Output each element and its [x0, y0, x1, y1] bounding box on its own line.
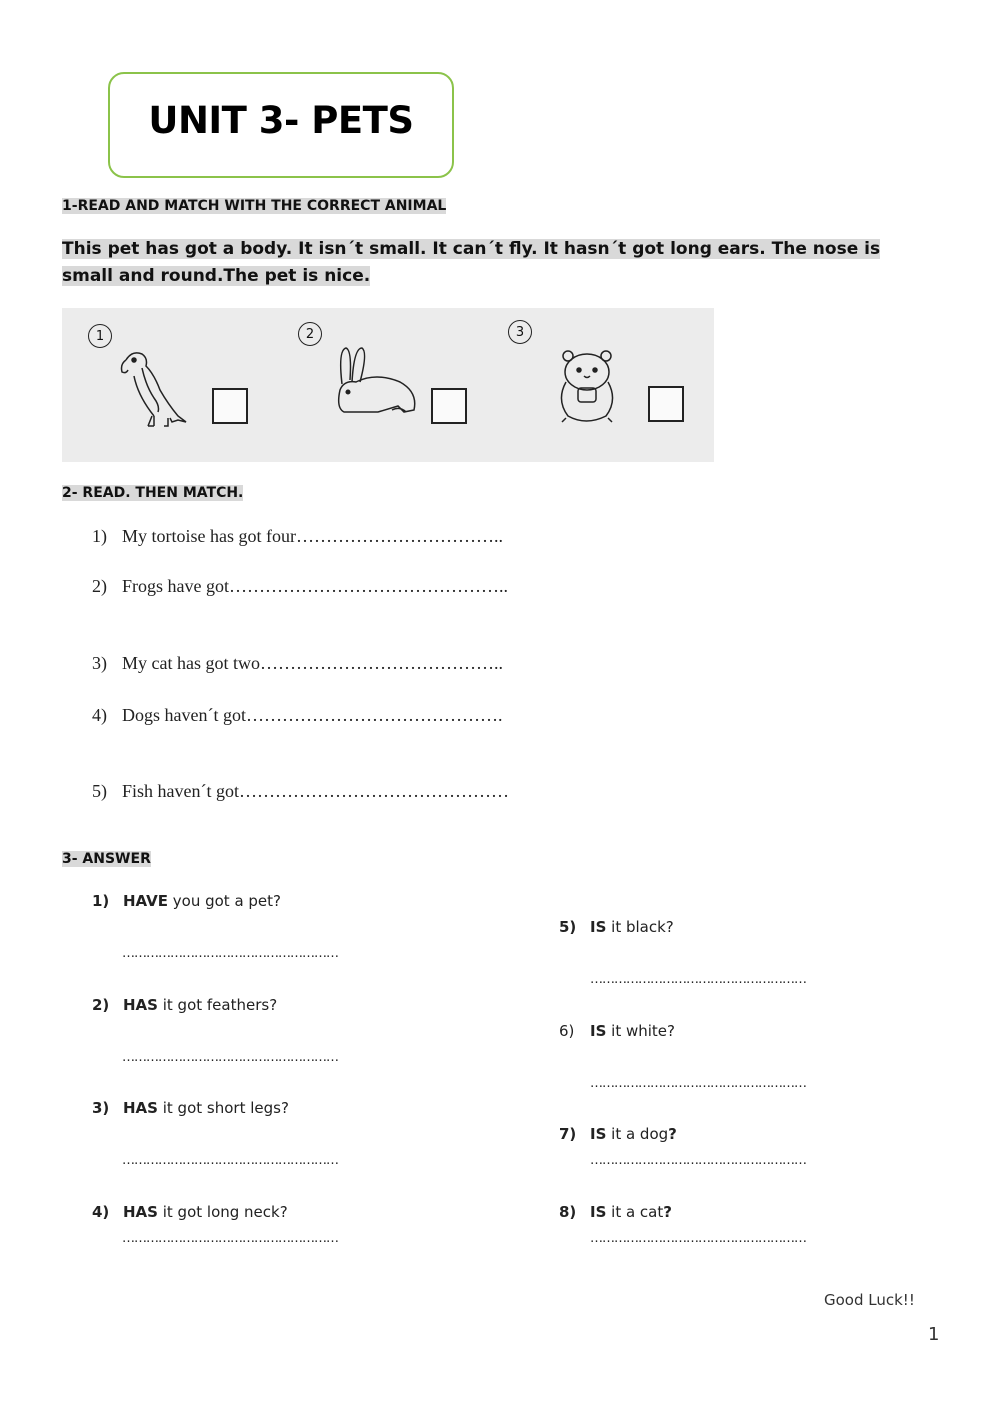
match-item-text[interactable]: Fish haven´t got……………………………………… — [122, 781, 509, 801]
match-item-text[interactable]: Dogs haven´t got……………………………………. — [122, 705, 503, 725]
question-5: 5) IS it black? — [559, 918, 674, 936]
good-luck-text: Good Luck!! — [824, 1291, 915, 1309]
answer-line-8[interactable]: ……………………………………………… — [590, 1231, 806, 1246]
match-item-text[interactable]: My tortoise has got four…………………………….. — [122, 526, 503, 546]
answer-box-2[interactable] — [431, 388, 467, 424]
match-item: 2) Frogs have got……………………………………….. — [92, 576, 508, 596]
match-item: 3) My cat has got two………………………………….. — [92, 653, 503, 673]
page-title: UNIT 3- PETS — [148, 98, 414, 142]
answer-line-1[interactable]: ……………………………………………… — [122, 946, 338, 961]
answer-box-3[interactable] — [648, 386, 684, 422]
section2-heading: 2- READ. THEN MATCH. — [62, 485, 244, 501]
answer-line-2[interactable]: ……………………………………………… — [122, 1050, 338, 1065]
match-item-text[interactable]: Frogs have got……………………………………….. — [122, 576, 508, 596]
question-1: 1) HAVE you got a pet? — [92, 892, 281, 910]
answer-line-3[interactable]: ……………………………………………… — [122, 1153, 338, 1168]
section1-heading — [62, 198, 446, 214]
answer-box-1[interactable] — [212, 388, 248, 424]
riddle-sentence: This pet has got a body. It isn´t small. It can´t fly. It hasn´t got long ears. The nose is small and round.The pet is nice. — [62, 239, 881, 286]
animal-number-3: 3 — [508, 320, 532, 344]
section3-heading: 3- ANSWER — [62, 851, 151, 867]
answer-line-4[interactable]: ……………………………………………… — [122, 1231, 338, 1246]
match-item: 1) My tortoise has got four…………………………….. — [92, 526, 503, 546]
question-6: 6) IS it white? — [559, 1022, 675, 1040]
question-8: 8) IS it a cat? — [559, 1203, 672, 1221]
question-4: 4) HAS it got long neck? — [92, 1203, 288, 1221]
answer-line-6[interactable]: ……………………………………………… — [590, 1076, 806, 1091]
page-number: 1 — [928, 1324, 940, 1345]
animal-picture-strip — [62, 308, 714, 462]
section1-number: 1- — [62, 198, 78, 214]
animal-number-1: 1 — [88, 324, 112, 348]
match-item-text[interactable]: My cat has got two………………………………….. — [122, 653, 503, 673]
title-box — [108, 72, 454, 178]
question-3: 3) HAS it got short legs? — [92, 1099, 289, 1117]
answer-line-5[interactable]: ……………………………………………… — [590, 972, 806, 987]
question-7: 7) IS it a dog? — [559, 1125, 677, 1143]
rabbit-icon — [332, 344, 432, 416]
riddle-text — [62, 236, 892, 290]
animal-number-2: 2 — [298, 322, 322, 346]
answer-line-7[interactable]: ……………………………………………… — [590, 1153, 806, 1168]
question-2: 2) HAS it got feathers? — [92, 996, 278, 1014]
parrot-icon — [112, 346, 212, 432]
section1-heading-text: READ AND MATCH WITH THE CORRECT ANIMAL — [77, 198, 447, 214]
hamster-icon — [552, 346, 622, 426]
match-item: 4) Dogs haven´t got……………………………………. — [92, 705, 503, 725]
match-item: 5) Fish haven´t got……………………………………… — [92, 781, 509, 801]
